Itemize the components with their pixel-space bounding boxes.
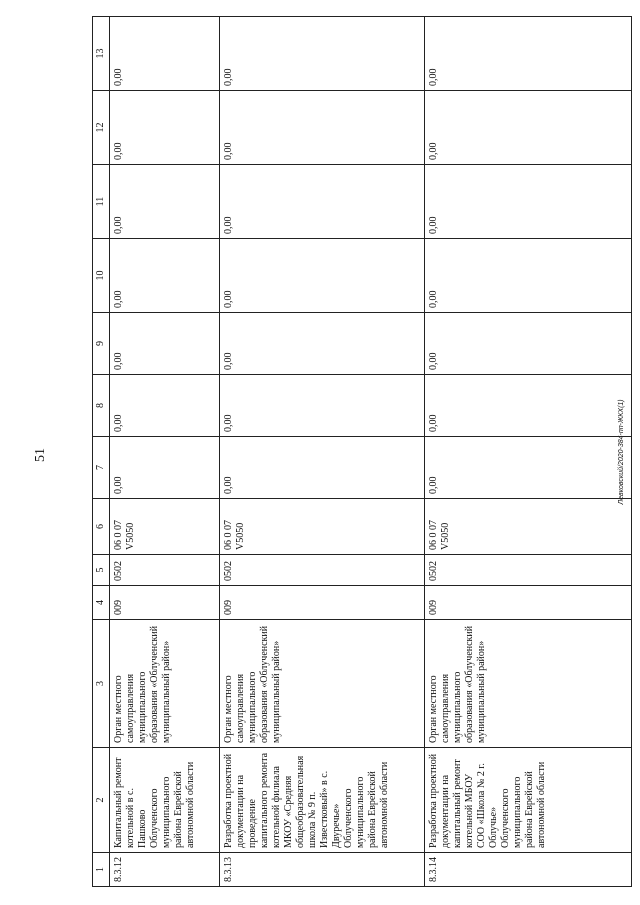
- header-cell: 13: [93, 17, 110, 91]
- value-cell: 0,00: [220, 165, 425, 239]
- value-cell: 0,00: [220, 313, 425, 375]
- value-cell: 0,00: [110, 165, 220, 239]
- value-cell: 0,00: [220, 375, 425, 437]
- code-target-cell: 06 0 07 V5050: [110, 499, 220, 555]
- value-cell: 0,00: [425, 239, 632, 313]
- value-cell: 0,00: [110, 437, 220, 499]
- value-cell: 0,00: [220, 437, 425, 499]
- header-cell: 1: [93, 853, 110, 887]
- value-cell: 0,00: [110, 17, 220, 91]
- header-cell: 3: [93, 620, 110, 748]
- value-cell: 0,00: [110, 239, 220, 313]
- table-row: [425, 17, 632, 887]
- code-section-cell: 0502: [110, 555, 220, 586]
- budget-table: [92, 16, 632, 887]
- header-cell: 7: [93, 437, 110, 499]
- executor-cell: Орган местного самоуправления муниципального образования «Облученский муниципальный район»: [425, 620, 632, 748]
- event-name-cell: Разработка проектной документации на капитальный ремонт котельной МБОУ СОО «Школа № 2 г. Облучье» Облученского муниципального района Еврейской автономной области: [425, 748, 632, 853]
- value-cell: 0,00: [220, 239, 425, 313]
- document-footer-code: Левковский/2020-384-пп-ЖКХ(1): [618, 399, 625, 505]
- value-cell: 0,00: [425, 437, 632, 499]
- row-number-cell: 8.3.14: [425, 853, 632, 887]
- header-cell: 12: [93, 91, 110, 165]
- code-section-cell: 0502: [220, 555, 425, 586]
- header-row: [93, 17, 110, 887]
- header-cell: 4: [93, 586, 110, 620]
- header-cell: 9: [93, 313, 110, 375]
- header-cell: 5: [93, 555, 110, 586]
- value-cell: 0,00: [110, 91, 220, 165]
- value-cell: 0,00: [425, 375, 632, 437]
- value-cell: 0,00: [110, 313, 220, 375]
- executor-cell: Орган местного самоуправления муниципального образования «Облученский муниципальный район»: [220, 620, 425, 748]
- code-grbs-cell: 009: [220, 586, 425, 620]
- value-cell: 0,00: [220, 17, 425, 91]
- code-target-cell: 06 0 07 V5050: [425, 499, 632, 555]
- value-cell: 0,00: [425, 91, 632, 165]
- header-cell: 6: [93, 499, 110, 555]
- executor-cell: Орган местного самоуправления муниципального образования «Облученский муниципальный район»: [110, 620, 220, 748]
- row-number-cell: 8.3.13: [220, 853, 425, 887]
- code-grbs-cell: 009: [425, 586, 632, 620]
- header-cell: 11: [93, 165, 110, 239]
- table-row: [110, 17, 220, 887]
- value-cell: 0,00: [425, 17, 632, 91]
- value-cell: 0,00: [220, 91, 425, 165]
- rotated-table-container: [92, 17, 632, 887]
- page-number: 51: [33, 448, 48, 462]
- table-row: [220, 17, 425, 887]
- code-target-cell: 06 0 07 V5050: [220, 499, 425, 555]
- event-name-cell: Разработка проектной документации на проведение капитального ремонта котельной филиала МКОУ «Средняя общеобразовательная школа № 9 п. Известковый» в с. Двуречье» Облученского муниципального района Еврейской автономной области: [220, 748, 425, 853]
- header-cell: 8: [93, 375, 110, 437]
- header-cell: 2: [93, 748, 110, 853]
- value-cell: 0,00: [425, 313, 632, 375]
- value-cell: 0,00: [110, 375, 220, 437]
- event-name-cell: Капитальный ремонт котельной в с. Пашково Облученского муниципального района Еврейской автономной области: [110, 748, 220, 853]
- header-cell: 10: [93, 239, 110, 313]
- row-number-cell: 8.3.12: [110, 853, 220, 887]
- code-section-cell: 0502: [425, 555, 632, 586]
- code-grbs-cell: 009: [110, 586, 220, 620]
- value-cell: 0,00: [425, 165, 632, 239]
